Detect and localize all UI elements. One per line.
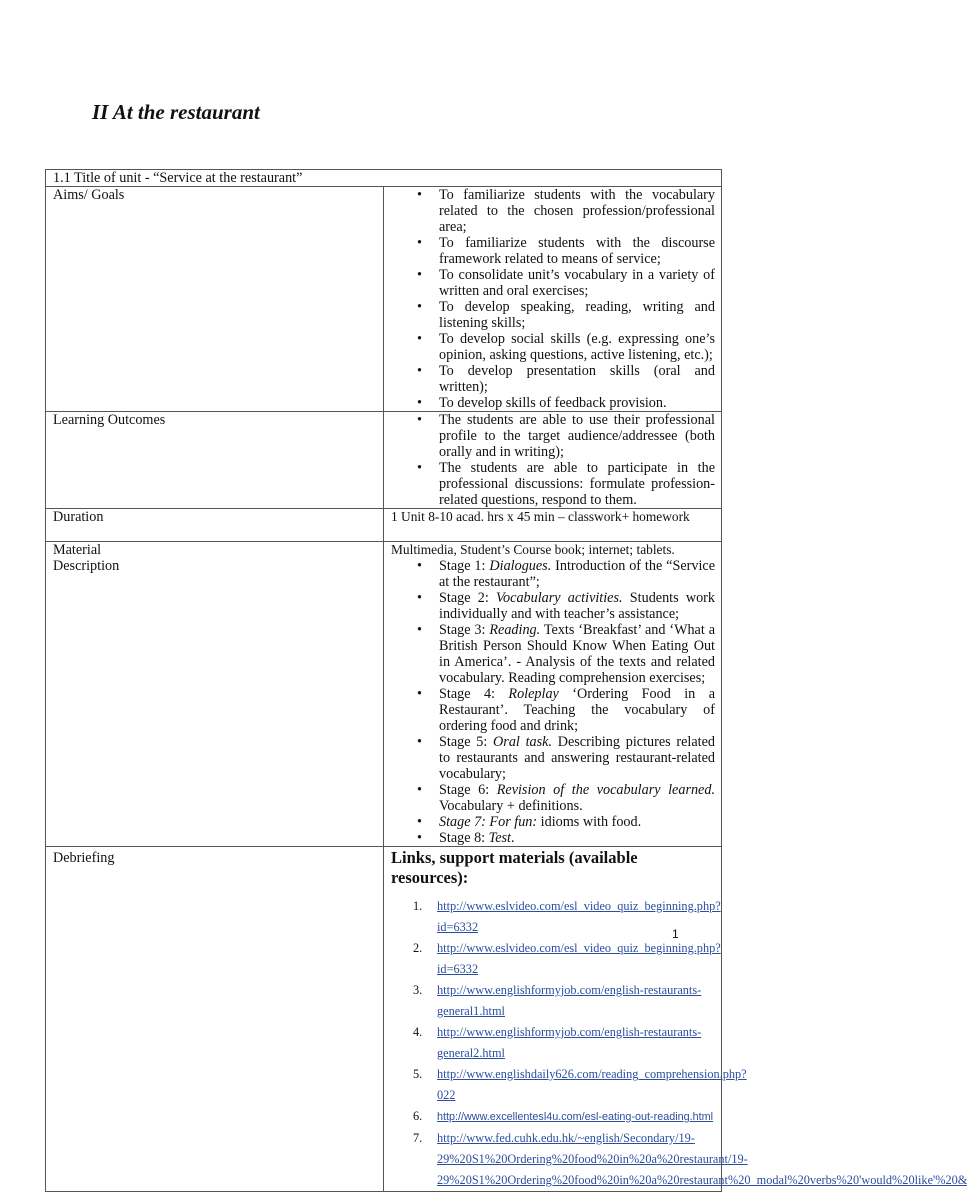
link-item: 3. http://www.englishformyjob.com/english-restaurants-general1.html [413, 983, 702, 1018]
debriefing-row [46, 847, 722, 1192]
aims-label: Aims/ Goals [46, 187, 384, 412]
links-list [391, 896, 967, 1191]
resource-link[interactable]: http://www.fed.cuhk.edu.hk/~english/Secondary/19- 29%20S1%20Ordering%20food%20in%20a%20restaurant/19- 29%20S1%20Ordering%20food%20in%20a%20restaurant%20_modal%20verbs%20'would%20like'%20& [437, 1131, 967, 1187]
aims-item: • To familiarize students with the vocabulary related to the chosen profession/professional area; [439, 187, 715, 235]
resource-link[interactable]: http://www.eslvideo.com/esl_video_quiz_beginning.php?id=6332 [437, 899, 721, 934]
duration-value: 1 Unit 8-10 acad. hrs x 45 min – classwork+ homework [384, 509, 722, 542]
link-item: 7. http://www.fed.cuhk.edu.hk/~english/Secondary/19- 29%20S1%20Ordering%20food%20in%20a%20restaurant/19- 29%20S1%20Ordering%20food%20in%20a%20restaurant%20_modal%20verbs%20'would%20like'%20& [413, 1131, 967, 1187]
material-value: Multimedia, Student’s Course book; internet; tablets. [391, 542, 675, 557]
aims-item: • To develop presentation skills (oral and written); [439, 363, 715, 395]
debriefing-cell [384, 847, 967, 1192]
material-label-cell [46, 542, 384, 847]
stage-item: • Stage 1: Dialogues. Introduction of the “Service at the restaurant”; [439, 558, 715, 590]
aims-item: • To develop social skills (e.g. expressing one’s opinion, asking questions, active listening, etc.); [439, 331, 715, 363]
debriefing-label: Debriefing [46, 847, 384, 1192]
stage-item: • Stage 3: Reading. Texts ‘Breakfast’ and ‘What a British Person Should Know When Eating Out in America’. - Analysis of the texts and related vocabulary. Reading comprehension exercises; [439, 622, 715, 686]
material-label: Material [53, 542, 102, 558]
stage-item: • Stage 5: Oral task. Describing pictures related to restaurants and answering restaurant-related vocabulary; [439, 734, 715, 782]
stage-item: • Stage 2: Vocabulary activities. Students work individually and with teacher’s assistance; [439, 590, 715, 622]
resource-link[interactable]: http://www.eslvideo.com/esl_video_quiz_beginning.php?id=6332 [437, 941, 721, 976]
material-cell [384, 542, 722, 847]
resource-link[interactable]: http://www.englishdaily626.com/reading_comprehension.php?022 [437, 1067, 747, 1102]
duration-row [46, 509, 722, 542]
stage-item: • Stage 4: Roleplay ‘Ordering Food in a Restaurant’. Teaching the vocabulary of ordering food and drink; [439, 686, 715, 734]
description-label: Description [53, 558, 120, 574]
stage-item: • Stage 7: For fun: idioms with food. [439, 814, 715, 830]
page-title: II At the restaurant [92, 100, 260, 124]
unit-table [45, 169, 967, 1192]
duration-label: Duration [46, 509, 384, 542]
aims-list [391, 187, 715, 411]
aims-item: • To familiarize students with the discourse framework related to means of service; [439, 235, 715, 267]
link-item: 6. http://www.excellentesl4u.com/esl-eating-out-reading.html [413, 1109, 714, 1123]
stages-list [391, 558, 715, 846]
aims-item: • To develop speaking, reading, writing and listening skills; [439, 299, 715, 331]
page-number: 1 [672, 927, 679, 941]
resource-link[interactable]: http://www.excellentesl4u.com/esl-eating-out-reading.html [437, 1111, 714, 1123]
unit-title-row [46, 170, 722, 187]
outcome-item: • The students are able to participate in the professional discussions: formulate profession-related questions, respond to them. [439, 460, 715, 508]
outcomes-row [46, 412, 722, 509]
resource-link[interactable]: http://www.englishformyjob.com/english-restaurants-general1.html [437, 983, 702, 1018]
link-item: 1. http://www.eslvideo.com/esl_video_quiz_beginning.php?id=6332 [413, 899, 721, 934]
aims-cell [384, 187, 722, 412]
aims-row [46, 187, 722, 412]
outcome-item: • The students are able to use their professional profile to the target audience/addressee (both orally and in writing); [439, 412, 715, 460]
link-item: 5. http://www.englishdaily626.com/reading_comprehension.php?022 [413, 1067, 747, 1102]
outcomes-cell [384, 412, 722, 509]
links-title: Links, support materials (available resources): [391, 848, 638, 887]
stage-item: • Stage 8: Test. [439, 830, 715, 846]
outcomes-list [391, 412, 715, 508]
link-item: 2. http://www.eslvideo.com/esl_video_quiz_beginning.php?id=6332 [413, 941, 721, 976]
link-item: 4. http://www.englishformyjob.com/english-restaurants-general2.html [413, 1025, 702, 1060]
stage-item: • Stage 6: Revision of the vocabulary learned. Vocabulary + definitions. [439, 782, 715, 814]
unit-title: 1.1 Title of unit - “Service at the restaurant” [46, 170, 722, 187]
material-row [46, 542, 722, 847]
aims-item: • To consolidate unit’s vocabulary in a variety of written and oral exercises; [439, 267, 715, 299]
outcomes-label: Learning Outcomes [46, 412, 384, 509]
resource-link[interactable]: http://www.englishformyjob.com/english-restaurants-general2.html [437, 1025, 702, 1060]
aims-item: • To develop skills of feedback provision. [439, 395, 715, 411]
